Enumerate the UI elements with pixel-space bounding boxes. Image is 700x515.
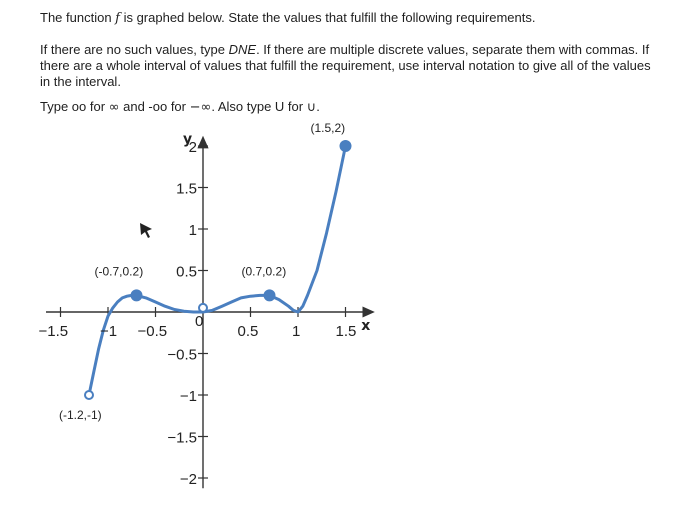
negative-infinity-symbol: −∞ [189,100,212,115]
y-tick-label: 0.5 [176,263,197,281]
instructions-part2: . If there are multiple discrete values, separate them with commas. If there are a whole interval of values that fulfill the requirement, use interval notation to give all of the values in the interval. [40,42,651,89]
closed-point [341,141,351,151]
y-tick-label: 2 [188,139,197,156]
closed-point [132,290,142,300]
x-tick-label: 0 [195,313,204,330]
x-tick-label: 1.5 [335,323,357,340]
y-tick-label: −1 [179,388,197,405]
point-label: (0.7,0.2) [241,264,287,279]
y-tick-label: −1.5 [167,429,197,447]
point-label: (-1.2,-1) [59,408,102,422]
y-tick-label: 1 [188,222,197,239]
closed-point [265,290,275,300]
infinity-symbol: ∞ [108,100,120,115]
y-tick-label: −0.5 [167,346,197,364]
hint-part2: and -oo for [119,99,190,114]
x-tick-label: 0.5 [237,323,259,340]
hint-part3: . Also type U for [211,99,307,114]
union-symbol: ∪ [306,100,317,115]
intro-prefix: The function [40,10,116,25]
dne-term: DNE [228,42,257,57]
point-label: (1.5,2) [310,121,346,135]
axes [46,141,369,488]
x-tick-label: 1 [292,323,301,340]
y-tick-label: 1.5 [176,180,197,198]
point-label: (-0.7,0.2) [94,264,144,279]
hint-part4: . [316,99,320,114]
mouse-cursor-icon [140,223,152,238]
function-name: f [115,11,120,26]
y-axis-label: y [183,131,193,148]
instructions-part1: If there are no such values, type [40,42,229,57]
intro-suffix: is graphed below. State the values that fulfill the following requirements. [119,10,536,25]
hint-part1: Type oo for [40,99,109,114]
open-point [85,391,93,399]
x-tick-label: −0.5 [137,323,168,340]
x-tick-label: −1.5 [38,323,69,340]
x-axis-label: x [361,318,371,334]
open-point [199,304,207,312]
x-tick-label: −1 [100,323,118,340]
y-tick-label: −2 [179,471,197,488]
